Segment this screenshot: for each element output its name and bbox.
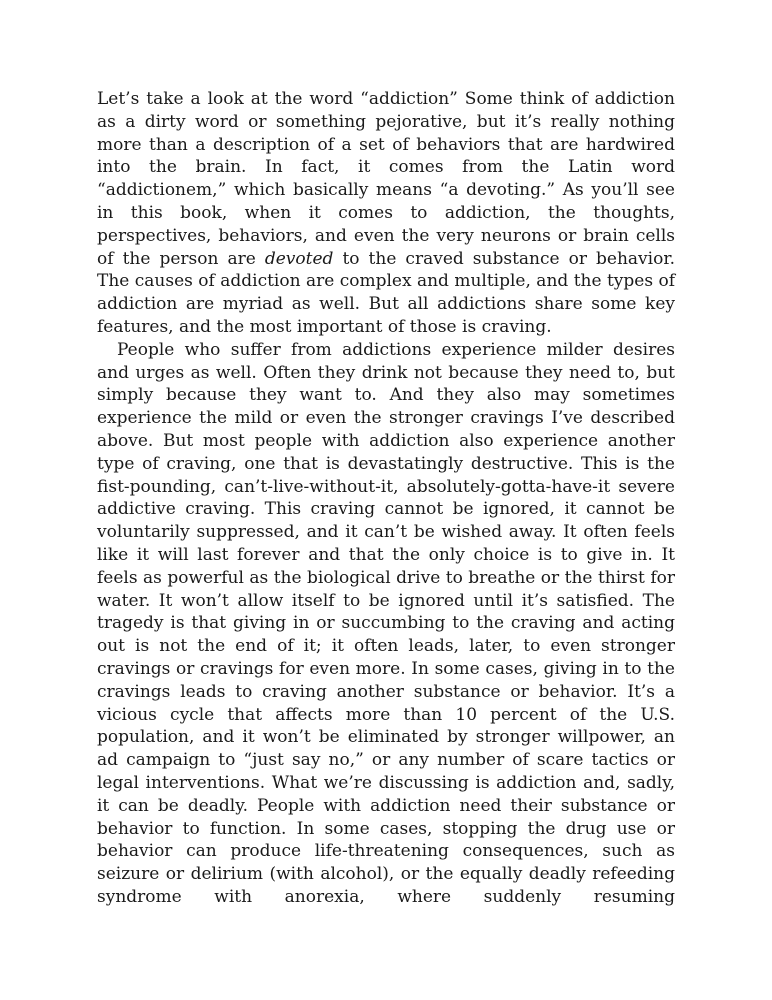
paragraph-1-text-start: Let’s take a look at the word “addiction” Some think of addiction as a dirty word or something pejorative, but it’s really nothing more than a description of a set of behaviors that are hardwired into the brain. In fact, it comes from the Latin word “addictionem,” which basically means “a devoting.” As you’ll see in this book, when it comes to addiction, the thoughts, perspectives, behaviors, and even the very neurons or brain cells of the person are [97, 89, 675, 269]
document-page [97, 88, 675, 909]
paragraph-1-text-end: to the craved substance or behavior. The causes of addiction are complex and multiple, and the types of addiction are myriad as well. But all addictions share some key features, and the most important of those is craving. [97, 248, 675, 337]
paragraph-severe-craving: People who suffer from addictions experience milder desires and urges as well. Often they drink not because they need to, but simply because they want to. And they also may sometimes experience the mild or even the stronger cravings I’ve described above. But most people with addiction also experience another type of craving, one that is devastatingly destructive. This is the fist-pounding, can’t-live-without-it, absolutely-gotta-have-it severe addictive craving. This craving cannot be ignored, it cannot be voluntarily suppressed, and it can’t be wished away. It often feels like it will last forever and that the only choice is to give in. It feels as powerful as the biological drive to breathe or the thirst for water. It won’t allow itself to be ignored until it’s satisfied. The tragedy is that giving in or succumbing to the craving and acting out is not the end of it; it often leads, later, to even stronger cravings or cravings for even more. In some cases, giving in to the cravings leads to craving another substance or behavior. It’s a vicious cycle that affects more than 10 percent of the U.S. population, and it won’t be eliminated by stronger willpower, an ad campaign to “just say no,” or any number of scare tactics or legal interventions. What we’re discussing is addiction and, sadly, it can be deadly. People with addiction need their substance or behavior to function. In some cases, stopping the drug use or behavior can produce life-threatening consequences, such as seizure or delirium (with alcohol), or the equally deadly refeeding syndrome with anorexia, where suddenly resuming [97, 339, 675, 907]
emphasis-devoted: devoted [264, 248, 334, 269]
paragraph-addiction-definition [97, 88, 675, 339]
